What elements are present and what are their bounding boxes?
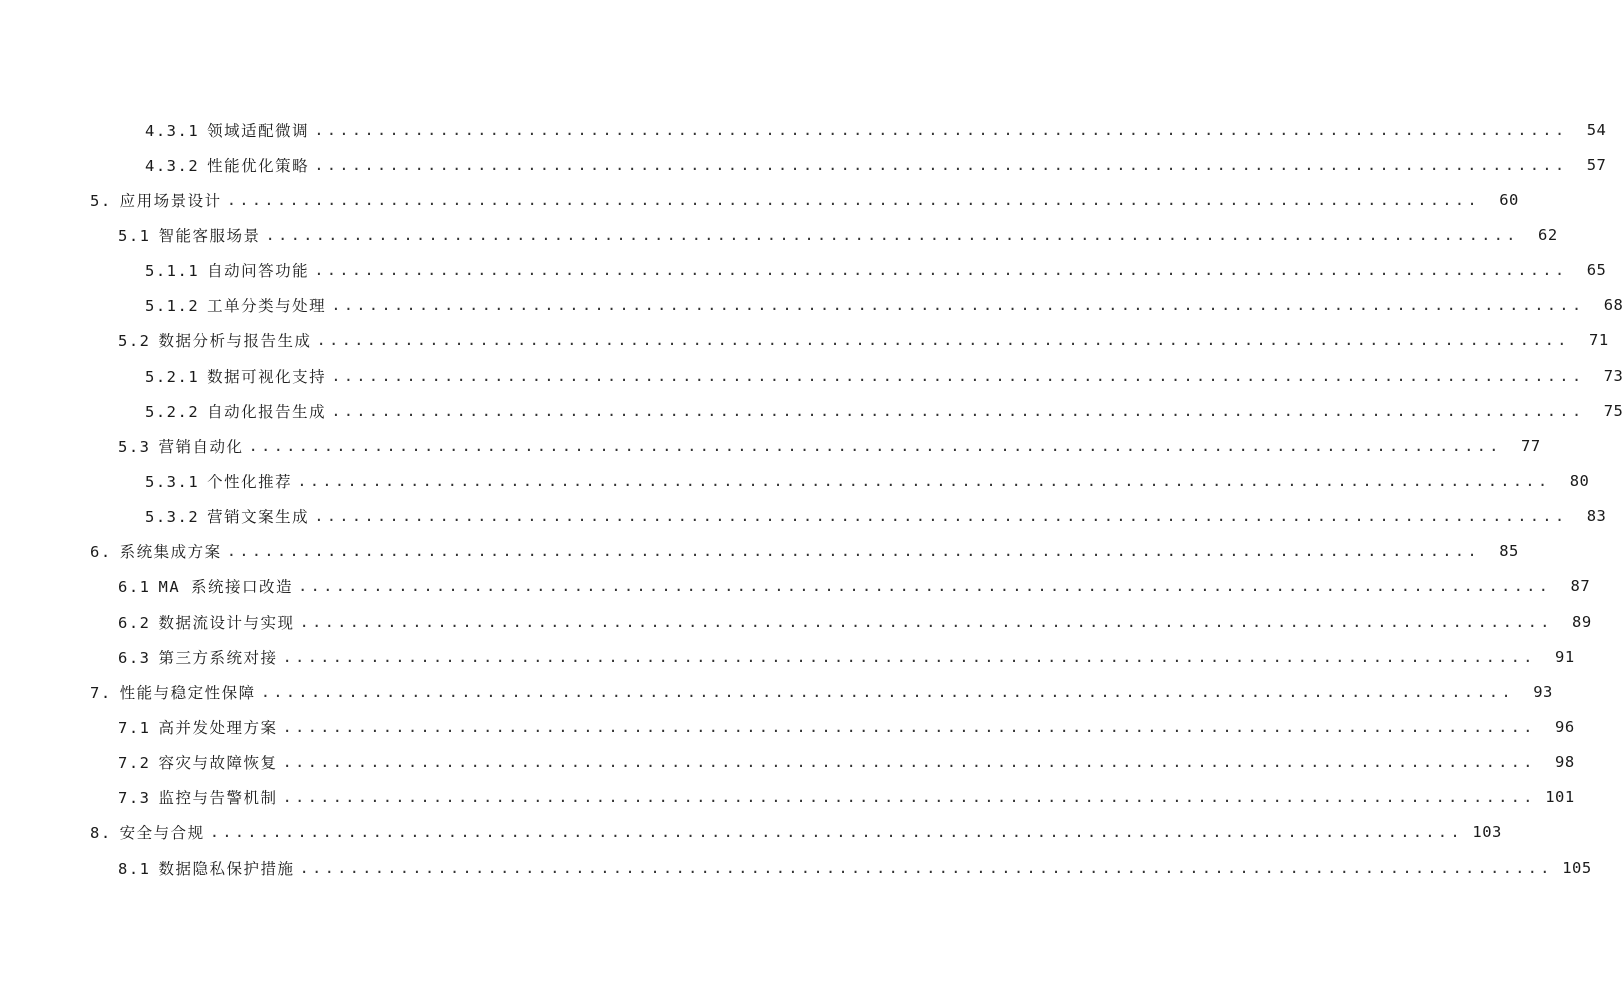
toc-entry[interactable]: [0, 674, 1553, 709]
toc-entry[interactable]: [0, 815, 1502, 850]
toc-entry-text: [118, 435, 244, 457]
toc-entry-text: [145, 294, 326, 316]
toc-entry-number: 5.3: [118, 437, 151, 456]
toc-entry-text: [145, 400, 326, 422]
toc-entry[interactable]: [0, 499, 1607, 534]
toc-entry[interactable]: [0, 147, 1607, 182]
toc-entry-text: [145, 470, 292, 492]
toc-entry-text: [118, 575, 293, 597]
toc-entry-number: 5.2: [118, 332, 151, 351]
toc-entry-page: 105: [1562, 858, 1592, 877]
toc-leader-dots: ....................................................................................................: [331, 296, 1585, 315]
toc-entry-title: 领域适配微调: [207, 121, 310, 140]
toc-entry-number: 5.1: [118, 226, 151, 245]
toc-leader-dots: ....................................................................................................: [314, 261, 1568, 280]
toc-entry-title: 应用场景设计: [119, 191, 222, 210]
toc-leader-dots: ....................................................................................................: [331, 366, 1585, 385]
toc-entry-title: 智能客服场景: [158, 226, 261, 245]
toc-entry-page: 54: [1586, 120, 1607, 139]
toc-entry-number: 5.2.2: [145, 402, 200, 421]
toc-entry-title: 系统集成方案: [119, 543, 222, 562]
toc-entry[interactable]: [0, 182, 1519, 217]
toc-entry-page: 77: [1521, 436, 1541, 455]
toc-entry-page: 71: [1589, 331, 1609, 350]
toc-entry-title: 第三方系统对接: [158, 648, 278, 667]
toc-entry-title: 工单分类与处理: [207, 297, 327, 316]
toc-entry-page: 73: [1603, 366, 1623, 385]
toc-entry-page: 103: [1472, 823, 1502, 842]
toc-entry-text: [118, 751, 278, 773]
toc-entry-page: 75: [1603, 401, 1623, 420]
toc-entry-number: 5.3.1: [145, 472, 200, 491]
toc-entry-page: 60: [1499, 190, 1519, 209]
toc-entry-number: 7.3: [118, 789, 151, 808]
toc-leader-dots: ....................................................................................................: [282, 717, 1536, 736]
toc-entry-text: [145, 154, 309, 176]
toc-leader-dots: ....................................................................................................: [226, 542, 1480, 561]
toc-entry-title: 安全与合规: [119, 824, 205, 843]
toc-entry-text: [90, 540, 222, 562]
toc-entry-page: 93: [1533, 682, 1553, 701]
toc-entry-text: [118, 646, 278, 668]
toc-entry-number: 4.3.1: [145, 121, 200, 140]
toc-entry-number: 5.1.1: [145, 262, 200, 281]
toc-entry[interactable]: [0, 217, 1558, 252]
toc-entry-page: 68: [1603, 296, 1623, 315]
toc-entry[interactable]: [0, 639, 1575, 674]
toc-leader-dots: ....................................................................................................: [297, 471, 1551, 490]
toc-entry[interactable]: [0, 569, 1591, 604]
toc-entry-number: 5.3.2: [145, 508, 200, 527]
toc-entry-page: 80: [1569, 471, 1590, 490]
toc-entry-page: 85: [1499, 542, 1519, 561]
toc-entry[interactable]: [0, 463, 1590, 498]
toc-leader-dots: ....................................................................................................: [314, 120, 1568, 139]
toc-leader-dots: ....................................................................................................: [314, 507, 1568, 526]
toc-entry-page: 91: [1555, 647, 1575, 666]
toc-entry-page: 98: [1555, 753, 1575, 772]
toc-entry[interactable]: [0, 428, 1541, 463]
toc-entry-title: 营销自动化: [158, 437, 244, 456]
toc-entry-title: 高并发处理方案: [158, 718, 278, 737]
toc-leader-dots: ....................................................................................................: [282, 647, 1536, 666]
toc-entry-page: 87: [1570, 577, 1591, 596]
toc-entry-title: 监控与告警机制: [158, 789, 278, 808]
toc-entry-text: [90, 189, 222, 211]
toc-leader-dots: ....................................................................................................: [282, 753, 1536, 772]
toc-entry-number: 4.3.2: [145, 156, 200, 175]
toc-leader-dots: ....................................................................................................: [331, 401, 1585, 420]
toc-entry-title: 性能与稳定性保障: [119, 683, 256, 702]
toc-entry-number: 7.1: [118, 718, 151, 737]
toc-leader-dots: ....................................................................................................: [316, 331, 1570, 350]
toc-entry-number: 8.: [90, 824, 112, 843]
toc-leader-dots: ....................................................................................................: [248, 436, 1502, 455]
toc-entry-number: 5.2.1: [145, 367, 200, 386]
toc-entry-page: 62: [1538, 225, 1558, 244]
toc-leader-dots: ....................................................................................................: [226, 190, 1480, 209]
toc-entry-number: 5.: [90, 191, 112, 210]
table-of-contents: [0, 112, 1623, 885]
toc-entry-page: 83: [1586, 507, 1607, 526]
toc-entry-page: 89: [1572, 612, 1592, 631]
toc-leader-dots: ....................................................................................................: [265, 225, 1519, 244]
toc-entry[interactable]: [0, 358, 1623, 393]
toc-entry[interactable]: [0, 393, 1623, 428]
toc-leader-dots: ....................................................................................................: [260, 682, 1514, 701]
toc-entry-title: 数据隐私保护措施: [158, 859, 295, 878]
toc-entry-number: 5.1.2: [145, 297, 200, 316]
toc-entry[interactable]: [0, 288, 1623, 323]
toc-entry-title: 数据流设计与实现: [158, 613, 295, 632]
toc-entry-text: [118, 786, 278, 808]
toc-leader-dots: ....................................................................................................: [298, 577, 1552, 596]
toc-entry-title: 个性化推荐: [207, 472, 293, 491]
toc-entry[interactable]: [0, 780, 1575, 815]
toc-leader-dots: ....................................................................................................: [282, 788, 1536, 807]
toc-entry-title: 数据分析与报告生成: [158, 332, 312, 351]
toc-entry-number: 8.1: [118, 859, 151, 878]
toc-leader-dots: ....................................................................................................: [314, 155, 1568, 174]
toc-entry-number: 6.2: [118, 613, 151, 632]
toc-entry-text: [90, 681, 256, 703]
toc-entry-title: 营销文案生成: [207, 508, 310, 527]
toc-entry-text: [118, 716, 278, 738]
toc-entry[interactable]: [0, 604, 1592, 639]
toc-entry-text: [90, 821, 205, 843]
toc-entry-page: 101: [1545, 788, 1575, 807]
toc-leader-dots: ....................................................................................................: [299, 612, 1553, 631]
toc-entry-page: 65: [1586, 261, 1607, 280]
toc-entry-text: [145, 505, 309, 527]
toc-entry-title: 数据可视化支持: [207, 367, 327, 386]
toc-entry[interactable]: [0, 323, 1609, 358]
toc-entry-text: [118, 224, 261, 246]
toc-entry-number: 6.1: [118, 578, 151, 597]
toc-entry-number: 7.2: [118, 754, 151, 773]
toc-leader-dots: ....................................................................................................: [299, 858, 1553, 877]
toc-entry-title: 自动化报告生成: [207, 402, 327, 421]
toc-entry-text: [145, 119, 309, 141]
toc-entry-title: 自动问答功能: [207, 262, 310, 281]
toc-entry-number: 7.: [90, 683, 112, 702]
toc-entry-title: 性能优化策略: [207, 156, 310, 175]
toc-entry-text: [145, 365, 326, 387]
toc-entry[interactable]: [0, 850, 1592, 885]
toc-entry-number: 6.3: [118, 648, 151, 667]
toc-entry[interactable]: [0, 745, 1575, 780]
toc-entry-text: [118, 329, 312, 351]
toc-entry[interactable]: [0, 709, 1575, 744]
toc-entry-text: [118, 857, 295, 879]
toc-entry-page: 96: [1555, 717, 1575, 736]
toc-entry[interactable]: [0, 534, 1519, 569]
toc-entry-title: MA 系统接口改造: [158, 578, 293, 597]
toc-entry[interactable]: [0, 253, 1607, 288]
toc-entry[interactable]: [0, 112, 1607, 147]
toc-entry-text: [118, 611, 295, 633]
toc-entry-title: 容灾与故障恢复: [158, 754, 278, 773]
toc-leader-dots: ....................................................................................................: [209, 823, 1463, 842]
toc-entry-number: 6.: [90, 543, 112, 562]
toc-entry-text: [145, 259, 309, 281]
toc-entry-page: 57: [1586, 155, 1607, 174]
